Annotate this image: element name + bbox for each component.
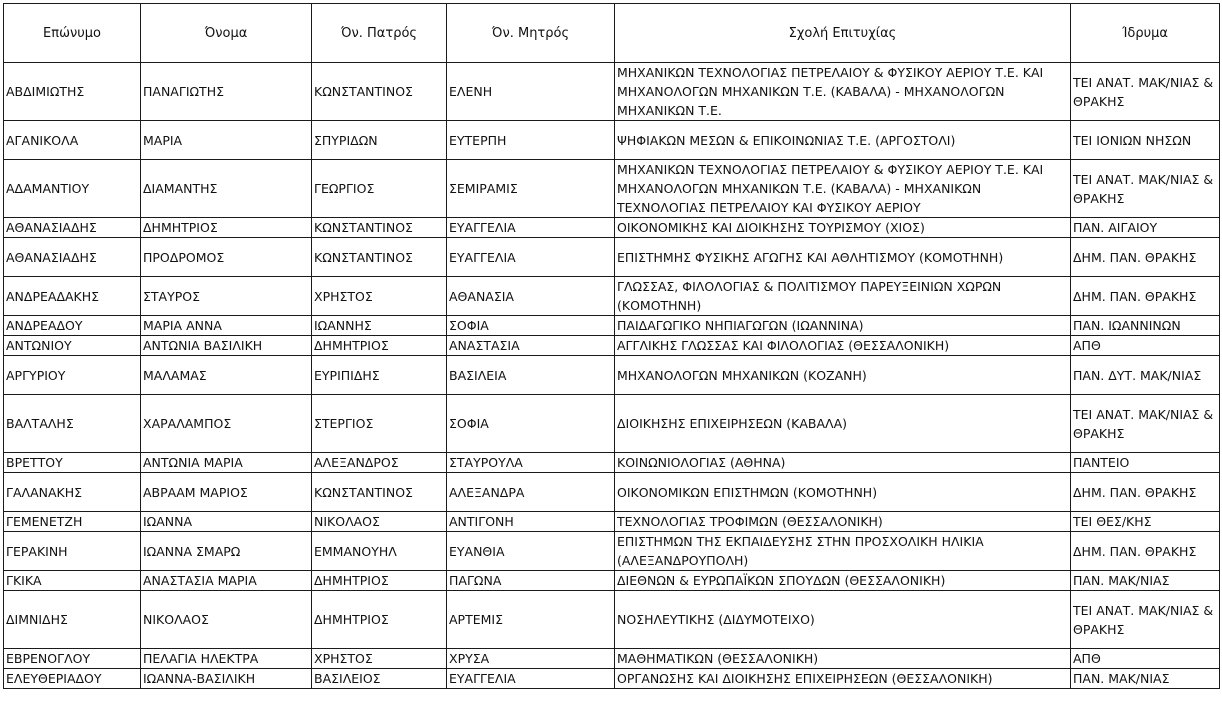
cell-school: ΟΡΓΑΝΩΣΗΣ ΚΑΙ ΔΙΟΙΚΗΣΗΣ ΕΠΙΧΕΙΡΗΣΕΩΝ (ΘΕΣΣΑΛΟΝΙΚΗ) [615, 669, 1071, 689]
cell-school: ΓΛΩΣΣΑΣ, ΦΙΛΟΛΟΓΙΑΣ & ΠΟΛΙΤΙΣΜΟΥ ΠΑΡΕΥΞΕΙΝΙΩΝ ΧΩΡΩΝ (ΚΟΜΟΤΗΝΗ) [615, 277, 1071, 316]
cell-first-name: ΑΝΤΩΝΙΑ ΜΑΡΙΑ [141, 453, 312, 473]
cell-mother-name: ΑΛΕΞΑΝΔΡΑ [447, 473, 615, 512]
cell-school: ΜΑΘΗΜΑΤΙΚΩΝ (ΘΕΣΣΑΛΟΝΙΚΗ) [615, 649, 1071, 669]
cell-first-name: ΣΤΑΥΡΟΣ [141, 277, 312, 316]
cell-first-name: ΜΑΛΑΜΑΣ [141, 356, 312, 395]
cell-father-name: ΚΩΝΣΤΑΝΤΙΝΟΣ [312, 473, 447, 512]
cell-school: ΨΗΦΙΑΚΩΝ ΜΕΣΩΝ & ΕΠΙΚΟΙΝΩΝΙΑΣ Τ.Ε. (ΑΡΓΟΣΤΟΛΙ) [615, 121, 1071, 160]
cell-surname: ΔΙΜΝΙΔΗΣ [4, 591, 141, 649]
cell-father-name: ΝΙΚΟΛΑΟΣ [312, 512, 447, 532]
header-mother-name: Όν. Μητρός [447, 4, 615, 63]
cell-surname: ΑΝΔΡΕΑΔΟΥ [4, 316, 141, 336]
cell-first-name: ΠΕΛΑΓΙΑ ΗΛΕΚΤΡΑ [141, 649, 312, 669]
cell-father-name: ΔΗΜΗΤΡΙΟΣ [312, 336, 447, 356]
cell-mother-name: ΕΥΤΕΡΠΗ [447, 121, 615, 160]
cell-school: ΔΙΟΙΚΗΣΗΣ ΕΠΙΧΕΙΡΗΣΕΩΝ (ΚΑΒΑΛΑ) [615, 395, 1071, 453]
cell-surname: ΑΔΑΜΑΝΤΙΟΥ [4, 160, 141, 218]
cell-institution: ΠΑΝ. ΔΥΤ. ΜΑΚ/ΝΙΑΣ [1071, 356, 1220, 395]
cell-surname: ΑΝΤΩΝΙΟΥ [4, 336, 141, 356]
cell-first-name: ΙΩΑΝΝΑ ΣΜΑΡΩ [141, 532, 312, 571]
header-surname: Επώνυμο [4, 4, 141, 63]
cell-father-name: ΧΡΗΣΤΟΣ [312, 649, 447, 669]
cell-first-name: ΔΗΜΗΤΡΙΟΣ [141, 218, 312, 238]
cell-school: ΟΙΚΟΝΟΜΙΚΗΣ ΚΑΙ ΔΙΟΙΚΗΣΗΣ ΤΟΥΡΙΣΜΟΥ (ΧΙΟΣ) [615, 218, 1071, 238]
cell-institution: ΠΑΝ. ΜΑΚ/ΝΙΑΣ [1071, 669, 1220, 689]
cell-surname: ΑΝΔΡΕΑΔΑΚΗΣ [4, 277, 141, 316]
table-row [4, 277, 1220, 316]
results-table [3, 3, 1220, 689]
table-row [4, 63, 1220, 121]
cell-mother-name: ΑΝΤΙΓΟΝΗ [447, 512, 615, 532]
cell-school: ΕΠΙΣΤΗΜΗΣ ΦΥΣΙΚΗΣ ΑΓΩΓΗΣ ΚΑΙ ΑΘΛΗΤΙΣΜΟΥ (ΚΟΜΟΤΗΝΗ) [615, 238, 1071, 277]
cell-institution: ΠΑΝ. ΙΩΑΝΝΙΝΩΝ [1071, 316, 1220, 336]
cell-school: ΜΗΧΑΝΟΛΟΓΩΝ ΜΗΧΑΝΙΚΩΝ (ΚΟΖΑΝΗ) [615, 356, 1071, 395]
cell-institution: ΔΗΜ. ΠΑΝ. ΘΡΑΚΗΣ [1071, 473, 1220, 512]
table-row [4, 356, 1220, 395]
cell-institution: ΑΠΘ [1071, 649, 1220, 669]
cell-father-name: ΚΩΝΣΤΑΝΤΙΝΟΣ [312, 238, 447, 277]
cell-mother-name: ΣΕΜΙΡΑΜΙΣ [447, 160, 615, 218]
cell-first-name: ΜΑΡΙΑ [141, 121, 312, 160]
header-first-name: Όνομα [141, 4, 312, 63]
cell-first-name: ΙΩΑΝΝΑ [141, 512, 312, 532]
cell-mother-name: ΣΟΦΙΑ [447, 395, 615, 453]
cell-mother-name: ΧΡΥΣΑ [447, 649, 615, 669]
cell-mother-name: ΕΥΑΓΓΕΛΙΑ [447, 238, 615, 277]
table-row [4, 160, 1220, 218]
header-school: Σχολή Επιτυχίας [615, 4, 1071, 63]
cell-first-name: ΧΑΡΑΛΑΜΠΟΣ [141, 395, 312, 453]
table-row [4, 395, 1220, 453]
cell-father-name: ΔΗΜΗΤΡΙΟΣ [312, 591, 447, 649]
cell-first-name: ΑΒΡΑΑΜ ΜΑΡΙΟΣ [141, 473, 312, 512]
cell-mother-name: ΕΥΑΓΓΕΛΙΑ [447, 669, 615, 689]
cell-school: ΤΕΧΝΟΛΟΓΙΑΣ ΤΡΟΦΙΜΩΝ (ΘΕΣΣΑΛΟΝΙΚΗ) [615, 512, 1071, 532]
cell-institution: ΠΑΝ. ΑΙΓΑΙΟΥ [1071, 218, 1220, 238]
cell-mother-name: ΠΑΓΩΝΑ [447, 571, 615, 591]
cell-surname: ΒΡΕΤΤΟΥ [4, 453, 141, 473]
table-row [4, 669, 1220, 689]
table-row [4, 453, 1220, 473]
cell-mother-name: ΕΥΑΓΓΕΛΙΑ [447, 218, 615, 238]
cell-institution: ΤΕΙ ΑΝΑΤ. ΜΑΚ/ΝΙΑΣ & ΘΡΑΚΗΣ [1071, 160, 1220, 218]
cell-institution: ΤΕΙ ΙΟΝΙΩΝ ΝΗΣΩΝ [1071, 121, 1220, 160]
header-father-name: Όν. Πατρός [312, 4, 447, 63]
cell-first-name: ΠΡΟΔΡΟΜΟΣ [141, 238, 312, 277]
cell-father-name: ΚΩΝΣΤΑΝΤΙΝΟΣ [312, 63, 447, 121]
cell-surname: ΑΡΓΥΡΙΟΥ [4, 356, 141, 395]
cell-school: ΔΙΕΘΝΩΝ & ΕΥΡΩΠΑΪΚΩΝ ΣΠΟΥΔΩΝ (ΘΕΣΣΑΛΟΝΙΚΗ) [615, 571, 1071, 591]
cell-surname: ΒΑΛΤΑΛΗΣ [4, 395, 141, 453]
table-row [4, 121, 1220, 160]
cell-first-name: ΔΙΑΜΑΝΤΗΣ [141, 160, 312, 218]
cell-father-name: ΔΗΜΗΤΡΙΟΣ [312, 571, 447, 591]
cell-father-name: ΣΠΥΡΙΔΩΝ [312, 121, 447, 160]
cell-school: ΕΠΙΣΤΗΜΩΝ ΤΗΣ ΕΚΠΑΙΔΕΥΣΗΣ ΣΤΗΝ ΠΡΟΣΧΟΛΙΚΗ ΗΛΙΚΙΑ (ΑΛΕΞΑΝΔΡΟΥΠΟΛΗ) [615, 532, 1071, 571]
cell-institution: ΠΑΝ. ΜΑΚ/ΝΙΑΣ [1071, 571, 1220, 591]
cell-father-name: ΚΩΝΣΤΑΝΤΙΝΟΣ [312, 218, 447, 238]
cell-school: ΜΗΧΑΝΙΚΩΝ ΤΕΧΝΟΛΟΓΙΑΣ ΠΕΤΡΕΛΑΙΟΥ & ΦΥΣΙΚΟΥ ΑΕΡΙΟΥ Τ.Ε. ΚΑΙ ΜΗΧΑΝΟΛΟΓΩΝ ΜΗΧΑΝΙΚΩΝ Τ.Ε. (ΚΑΒΑΛΑ) - ΜΗΧΑΝΙΚΩΝ ΤΕΧΝΟΛΟΓΙΑΣ ΠΕΤΡΕΛΑΙΟΥ ΚΑΙ ΦΥΣΙΚΟΥ ΑΕΡΙΟΥ [615, 160, 1071, 218]
cell-first-name: ΙΩΑΝΝΑ-ΒΑΣΙΛΙΚΗ [141, 669, 312, 689]
cell-institution: ΤΕΙ ΘΕΣ/ΚΗΣ [1071, 512, 1220, 532]
cell-first-name: ΝΙΚΟΛΑΟΣ [141, 591, 312, 649]
cell-institution: ΤΕΙ ΑΝΑΤ. ΜΑΚ/ΝΙΑΣ & ΘΡΑΚΗΣ [1071, 395, 1220, 453]
table-row [4, 512, 1220, 532]
header-row [4, 4, 1220, 63]
cell-institution: ΤΕΙ ΑΝΑΤ. ΜΑΚ/ΝΙΑΣ & ΘΡΑΚΗΣ [1071, 591, 1220, 649]
cell-surname: ΓΕΡΑΚΙΝΗ [4, 532, 141, 571]
cell-father-name: ΙΩΑΝΝΗΣ [312, 316, 447, 336]
cell-first-name: ΠΑΝΑΓΙΩΤΗΣ [141, 63, 312, 121]
cell-institution: ΤΕΙ ΑΝΑΤ. ΜΑΚ/ΝΙΑΣ & ΘΡΑΚΗΣ [1071, 63, 1220, 121]
cell-father-name: ΕΥΡΙΠΙΔΗΣ [312, 356, 447, 395]
cell-school: ΜΗΧΑΝΙΚΩΝ ΤΕΧΝΟΛΟΓΙΑΣ ΠΕΤΡΕΛΑΙΟΥ & ΦΥΣΙΚΟΥ ΑΕΡΙΟΥ Τ.Ε. ΚΑΙ ΜΗΧΑΝΟΛΟΓΩΝ ΜΗΧΑΝΙΚΩΝ Τ.Ε. (ΚΑΒΑΛΑ) - ΜΗΧΑΝΟΛΟΓΩΝ ΜΗΧΑΝΙΚΩΝ Τ.Ε. [615, 63, 1071, 121]
cell-institution: ΔΗΜ. ΠΑΝ. ΘΡΑΚΗΣ [1071, 238, 1220, 277]
table-row [4, 649, 1220, 669]
cell-father-name: ΓΕΩΡΓΙΟΣ [312, 160, 447, 218]
table-row [4, 316, 1220, 336]
cell-father-name: ΕΜΜΑΝΟΥΗΛ [312, 532, 447, 571]
cell-father-name: ΒΑΣΙΛΕΙΟΣ [312, 669, 447, 689]
table-row [4, 473, 1220, 512]
cell-institution: ΔΗΜ. ΠΑΝ. ΘΡΑΚΗΣ [1071, 532, 1220, 571]
table-row [4, 218, 1220, 238]
cell-mother-name: ΣΟΦΙΑ [447, 316, 615, 336]
table-row [4, 336, 1220, 356]
cell-mother-name: ΕΛΕΝΗ [447, 63, 615, 121]
cell-father-name: ΧΡΗΣΤΟΣ [312, 277, 447, 316]
table-row [4, 571, 1220, 591]
header-institution: Ίδρυμα [1071, 4, 1220, 63]
cell-surname: ΑΓΑΝΙΚΟΛΑ [4, 121, 141, 160]
cell-surname: ΑΘΑΝΑΣΙΑΔΗΣ [4, 238, 141, 277]
cell-school: ΟΙΚΟΝΟΜΙΚΩΝ ΕΠΙΣΤΗΜΩΝ (ΚΟΜΟΤΗΝΗ) [615, 473, 1071, 512]
cell-institution: ΑΠΘ [1071, 336, 1220, 356]
cell-school: ΑΓΓΛΙΚΗΣ ΓΛΩΣΣΑΣ ΚΑΙ ΦΙΛΟΛΟΓΙΑΣ (ΘΕΣΣΑΛΟΝΙΚΗ) [615, 336, 1071, 356]
cell-first-name: ΜΑΡΙΑ ΑΝΝΑ [141, 316, 312, 336]
table-row [4, 532, 1220, 571]
cell-mother-name: ΑΡΤΕΜΙΣ [447, 591, 615, 649]
cell-father-name: ΑΛΕΞΑΝΔΡΟΣ [312, 453, 447, 473]
cell-surname: ΓΕΜΕΝΕΤΖΗ [4, 512, 141, 532]
cell-first-name: ΑΝΑΣΤΑΣΙΑ ΜΑΡΙΑ [141, 571, 312, 591]
cell-mother-name: ΕΥΑΝΘΙΑ [447, 532, 615, 571]
cell-surname: ΑΘΑΝΑΣΙΑΔΗΣ [4, 218, 141, 238]
cell-mother-name: ΒΑΣΙΛΕΙΑ [447, 356, 615, 395]
cell-mother-name: ΑΘΑΝΑΣΙΑ [447, 277, 615, 316]
cell-father-name: ΣΤΕΡΓΙΟΣ [312, 395, 447, 453]
cell-surname: ΓΑΛΑΝΑΚΗΣ [4, 473, 141, 512]
cell-surname: ΓΚΙΚΑ [4, 571, 141, 591]
cell-institution: ΔΗΜ. ΠΑΝ. ΘΡΑΚΗΣ [1071, 277, 1220, 316]
table-row [4, 238, 1220, 277]
cell-institution: ΠΑΝΤΕΙΟ [1071, 453, 1220, 473]
cell-school: ΚΟΙΝΩΝΙΟΛΟΓΙΑΣ (ΑΘΗΝΑ) [615, 453, 1071, 473]
cell-mother-name: ΑΝΑΣΤΑΣΙΑ [447, 336, 615, 356]
cell-first-name: ΑΝΤΩΝΙΑ ΒΑΣΙΛΙΚΗ [141, 336, 312, 356]
cell-surname: ΑΒΔΙΜΙΩΤΗΣ [4, 63, 141, 121]
table-row [4, 591, 1220, 649]
cell-school: ΝΟΣΗΛΕΥΤΙΚΗΣ (ΔΙΔΥΜΟΤΕΙΧΟ) [615, 591, 1071, 649]
cell-surname: ΕΒΡΕΝΟΓΛΟΥ [4, 649, 141, 669]
cell-mother-name: ΣΤΑΥΡΟΥΛΑ [447, 453, 615, 473]
cell-surname: ΕΛΕΥΘΕΡΙΑΔΟΥ [4, 669, 141, 689]
cell-school: ΠΑΙΔΑΓΩΓΙΚΟ ΝΗΠΙΑΓΩΓΩΝ (ΙΩΑΝΝΙΝΑ) [615, 316, 1071, 336]
